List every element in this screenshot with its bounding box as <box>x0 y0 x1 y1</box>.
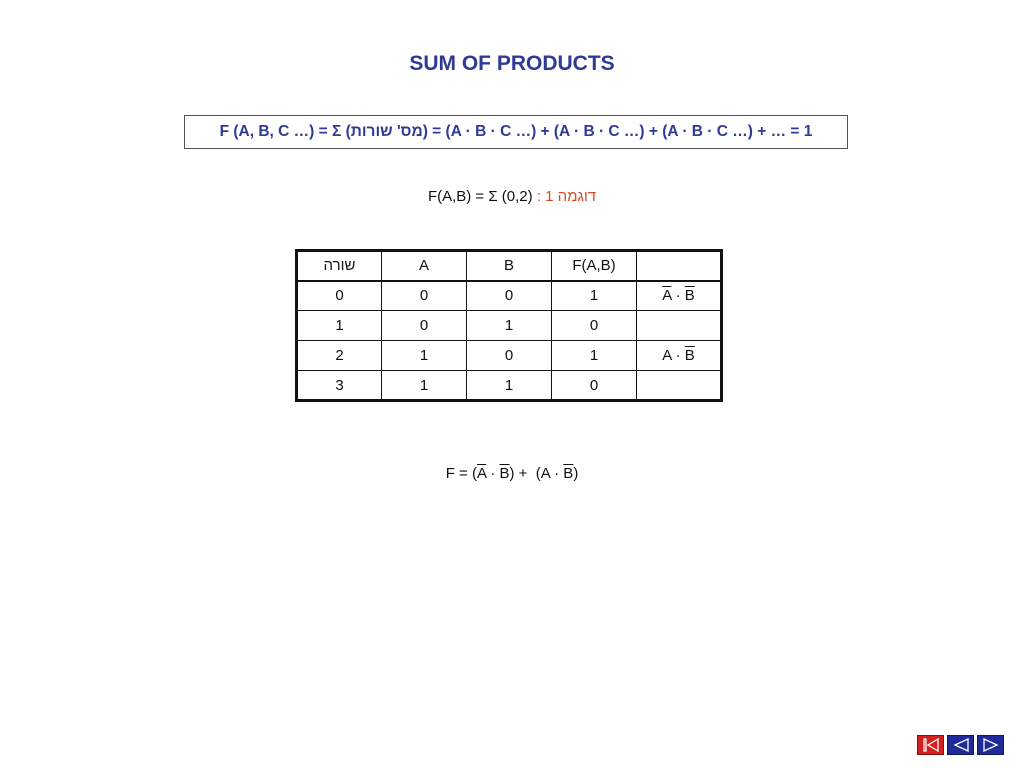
general-formula-box <box>184 115 848 149</box>
table-row <box>297 341 722 371</box>
cell-b: 0 <box>467 281 552 311</box>
header-b: B <box>467 251 552 281</box>
result-prefix: F = ( <box>445 465 477 482</box>
cell-b: 0 <box>467 341 552 371</box>
cell-a: 1 <box>382 341 467 371</box>
first-slide-icon <box>921 738 941 752</box>
cell-f: 0 <box>552 371 637 401</box>
header-term <box>637 251 722 281</box>
example-line <box>0 188 1024 205</box>
next-slide-button[interactable] <box>977 735 1004 755</box>
example-label: דוגמה 1 : <box>536 188 597 205</box>
cell-b: 1 <box>467 311 552 341</box>
first-slide-button[interactable] <box>917 735 944 755</box>
slide-navigation <box>917 735 1004 755</box>
cell-a: 1 <box>382 371 467 401</box>
table-header-row <box>297 251 722 281</box>
result-dot: · <box>490 465 496 482</box>
cell-a: 0 <box>382 281 467 311</box>
cell-row-number: 3 <box>297 371 382 401</box>
cell-f: 1 <box>552 341 637 371</box>
term-var-a: A <box>662 347 672 364</box>
example-formula: F(A,B) = Σ (0,2) <box>427 188 533 205</box>
cell-term <box>637 341 722 371</box>
table-row <box>297 311 722 341</box>
cell-b: 1 <box>467 371 552 401</box>
general-formula: F (A, B, C …) = Σ (מס' שורות) = (A · B · C …) + (A · B · C …) + (A · B · C …) + … = 1 <box>219 123 813 140</box>
header-row-number: שורה <box>297 251 382 281</box>
cell-a: 0 <box>382 311 467 341</box>
result-term2-b: $\overline{B}$ <box>563 465 574 482</box>
term-var-b: $\overline{B}$ <box>684 347 695 364</box>
header-f: F(A,B) <box>552 251 637 281</box>
result-dot: · <box>554 465 560 482</box>
previous-slide-icon <box>951 738 971 752</box>
result-term2-a: A <box>540 465 550 482</box>
page-title: SUM OF PRODUCTS <box>409 52 615 75</box>
cell-f: 0 <box>552 311 637 341</box>
result-suffix: ) <box>573 465 579 482</box>
table-row <box>297 371 722 401</box>
cell-f: 1 <box>552 281 637 311</box>
cell-term <box>637 311 722 341</box>
table-row <box>297 281 722 311</box>
truth-table <box>295 249 723 402</box>
result-term1-a: $\overline{A}$ <box>476 465 487 482</box>
header-a: A <box>382 251 467 281</box>
cell-term <box>637 371 722 401</box>
result-term1-b: $\overline{B}$ <box>499 465 510 482</box>
term-dot: · <box>675 347 681 364</box>
previous-slide-button[interactable] <box>947 735 974 755</box>
cell-term <box>637 281 722 311</box>
term-var-a: $\overline{A}$ <box>662 287 672 305</box>
term-var-b: $\overline{B}$ <box>684 287 695 305</box>
cell-row-number: 0 <box>297 281 382 311</box>
next-slide-icon <box>981 738 1001 752</box>
cell-row-number: 1 <box>297 311 382 341</box>
result-mid: ) + ( <box>509 465 541 482</box>
term-dot: · <box>675 287 681 305</box>
cell-row-number: 2 <box>297 341 382 371</box>
result-formula <box>0 465 1024 482</box>
